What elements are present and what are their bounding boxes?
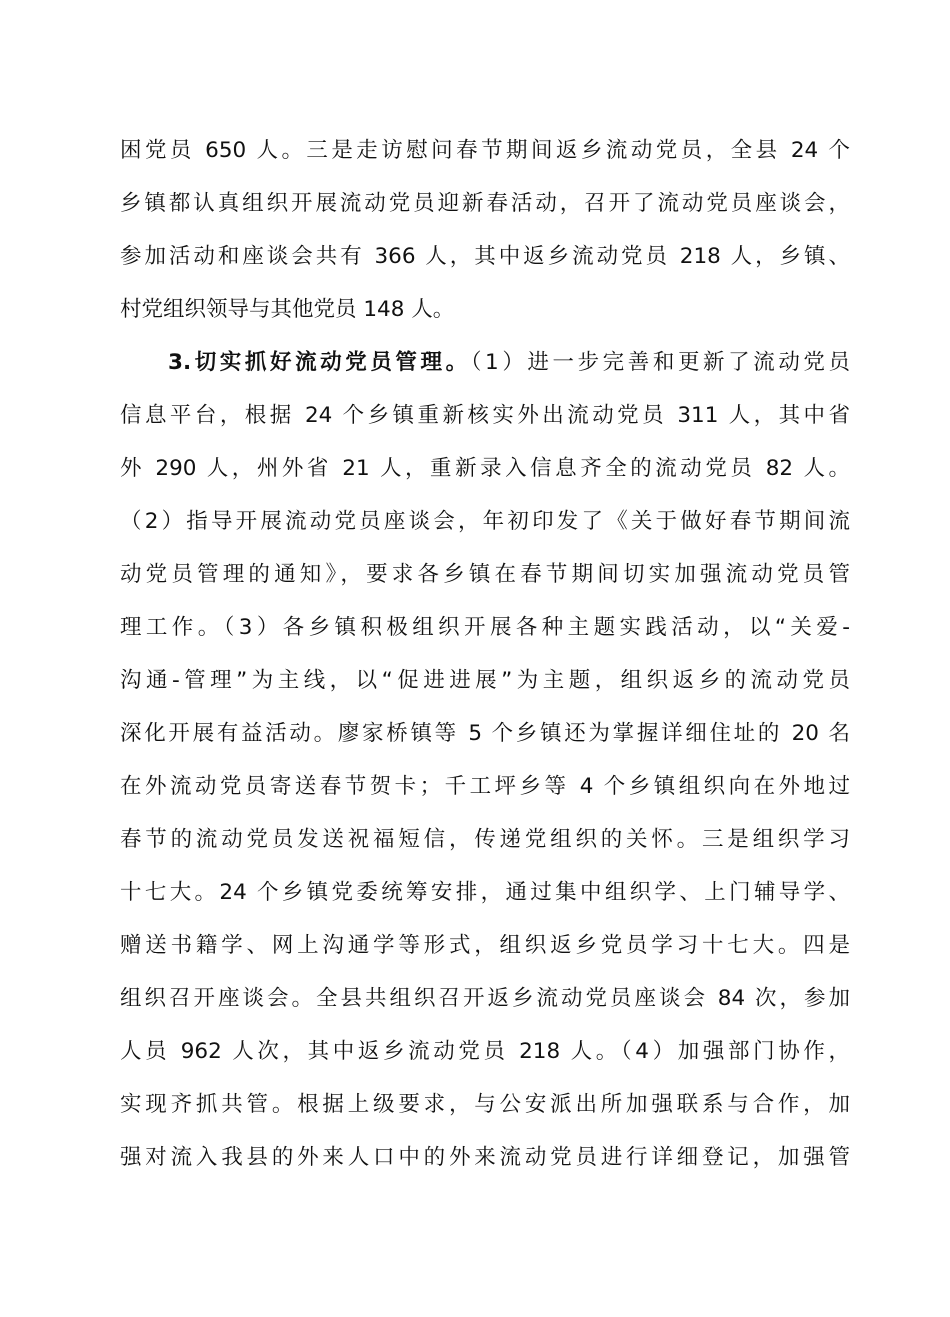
text-line-6: 信息平台，根据 24 个乡镇重新核实外出流动党员 311 人，其中省 bbox=[120, 403, 850, 428]
text-line-10: 理工作。（3）各乡镇积极组织开展各种主题实践活动，以“关爱- bbox=[120, 615, 850, 640]
text-line-2: 乡镇都认真组织开展流动党员迎新春活动，召开了流动党员座谈会， bbox=[120, 191, 850, 216]
text-line-19: 实现齐抓共管。根据上级要求，与公安派出所加强联系与合作，加 bbox=[120, 1092, 850, 1117]
section-3-first-line bbox=[168, 343, 850, 383]
text-line-9: 动党员管理的通知》，要求各乡镇在春节期间切实加强流动党员管 bbox=[120, 562, 850, 587]
text-line-20: 强对流入我县的外来人口中的外来流动党员进行详细登记，加强管 bbox=[120, 1145, 850, 1170]
text-line-3: 参加活动和座谈会共有 366 人，其中返乡流动党员 218 人，乡镇、 bbox=[120, 244, 850, 269]
text-line-17: 组织召开座谈会。全县共组织召开返乡流动党员座谈会 84 次，参加 bbox=[120, 986, 850, 1011]
text-line-11: 沟通-管理”为主线，以“促进进展”为主题，组织返乡的流动党员 bbox=[120, 668, 850, 693]
section-3-first-line-text: （1）进一步完善和更新了流动党员 bbox=[470, 350, 850, 375]
text-line-14: 春节的流动党员发送祝福短信，传递党组织的关怀。三是组织学习 bbox=[120, 827, 850, 852]
text-line-1: 困党员 650 人。三是走访慰问春节期间返乡流动党员，全县 24 个 bbox=[120, 138, 850, 163]
text-line-15: 十七大。24 个乡镇党委统筹安排，通过集中组织学、上门辅导学、 bbox=[120, 880, 850, 905]
text-line-7: 外 290 人，州外省 21 人，重新录入信息齐全的流动党员 82 人。 bbox=[120, 456, 850, 481]
text-line-13: 在外流动党员寄送春节贺卡；千工坪乡等 4 个乡镇组织向在外地过 bbox=[120, 774, 850, 799]
text-line-18: 人员 962 人次，其中返乡流动党员 218 人。（4）加强部门协作， bbox=[120, 1039, 850, 1064]
text-line-16: 赠送书籍学、网上沟通学等形式，组织返乡党员学习十七大。四是 bbox=[120, 933, 850, 958]
section-3-heading: 3.切实抓好流动党员管理。 bbox=[168, 350, 471, 375]
text-line-12: 深化开展有益活动。廖家桥镇等 5 个乡镇还为掌握详细住址的 20 名 bbox=[120, 721, 850, 746]
text-line-4: 村党组织领导与其他党员 148 人。 bbox=[120, 297, 455, 322]
text-line-8: （2）指导开展流动党员座谈会，年初印发了《关于做好春节期间流 bbox=[120, 509, 850, 534]
